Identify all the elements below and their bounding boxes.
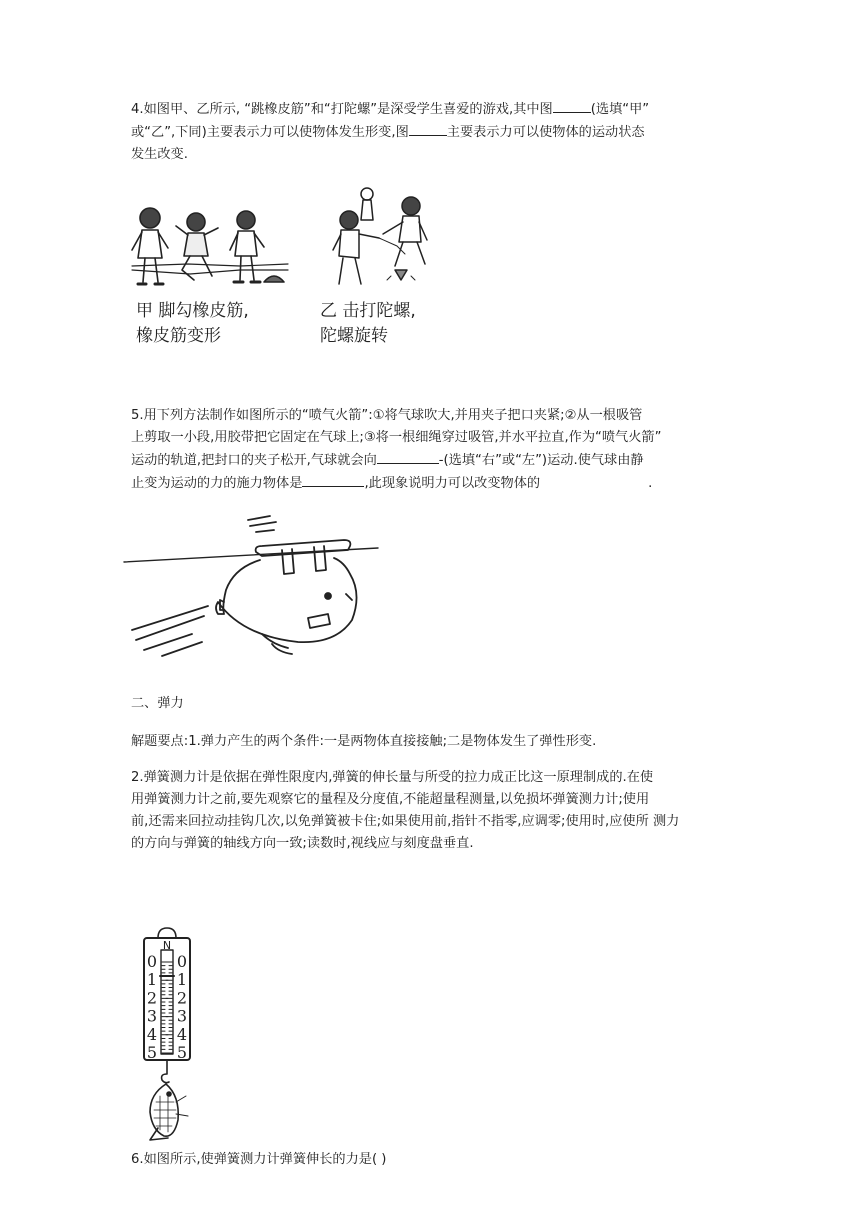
- q4-text-1a: 4.如图甲、乙所示, “跳橡皮筋”和“打陀螺”是深受学生喜爱的游戏,其中图: [131, 102, 553, 117]
- question-6: [131, 1149, 731, 1171]
- scale-left-number: 4: [146, 1024, 158, 1044]
- section-2-point-2: [131, 767, 731, 855]
- question-4: [131, 98, 731, 166]
- caption-yi: [320, 299, 416, 349]
- q5-text-3a: 运动的轨道,把封口的夹子松开,气球就会向: [131, 453, 377, 468]
- scale-right-numbers: [177, 952, 187, 1062]
- section-2-point-2-line-4: 的方向与弹簧的轴线方向一致;读数时,视线应与刻度盘垂直.: [131, 836, 474, 851]
- q5-answer-blank-1[interactable]: [377, 449, 439, 464]
- q6-text: 6.如图所示,使弹簧测力计弹簧伸长的力是( ): [131, 1152, 387, 1167]
- scale-right-number: 3: [176, 1006, 188, 1026]
- spring-scale-illustration: [136, 924, 198, 1144]
- figure-yi-spinning-top: [327, 184, 439, 292]
- q4-answer-blank-2[interactable]: [409, 121, 447, 136]
- caption-jia-line-2: 橡皮筋变形: [136, 326, 221, 346]
- scale-left-numbers: [147, 952, 157, 1062]
- scale-left-number: 5: [146, 1043, 158, 1062]
- q4-text-2a: 或“乙”,下同)主要表示力可以使物体发生形变,图: [131, 125, 409, 140]
- q4-text-3: 发生改变.: [131, 147, 188, 162]
- scale-left-number: 1: [146, 970, 158, 990]
- section-2-title: 二、弹力: [131, 696, 184, 711]
- q4-text-1b: (选填“甲”: [590, 102, 650, 117]
- q5-text-3b: -(选填“右”或“左”)运动.使气球由静: [438, 453, 644, 468]
- spinning-top-illustration: [327, 184, 439, 292]
- figure-spring-scale: [136, 924, 198, 1144]
- section-2-point-2-line-3: 前,还需来回拉动挂钩几次,以免弹簧被卡住;如果使用前,指针不指零,应调零;使用时,应使所 测力: [131, 814, 680, 829]
- section-2-point-1-text: 解题要点:1.弹力产生的两个条件:一是两物体直接接触;二是物体发生了弹性形变.: [131, 734, 597, 749]
- scale-right-number: 5: [176, 1043, 188, 1062]
- scale-right-number: 4: [176, 1024, 188, 1044]
- section-2-point-1: [131, 731, 731, 753]
- scale-left-number: 0: [146, 952, 158, 971]
- q5-answer-blank-2[interactable]: [302, 472, 364, 487]
- scale-left-number: 2: [146, 988, 158, 1008]
- balloon-rocket-illustration: [122, 510, 384, 666]
- scale-unit-label: N: [162, 939, 172, 952]
- scale-right-number: 2: [176, 988, 188, 1008]
- caption-yi-line-2: 陀螺旋转: [320, 326, 388, 346]
- q4-text-2b: 主要表示力可以使物体的运动状态: [446, 125, 645, 140]
- q4-answer-blank-1[interactable]: [553, 98, 591, 113]
- question-5: [131, 405, 731, 495]
- scale-right-number: 1: [176, 970, 188, 990]
- q5-text-4a: 止变为运动的力的施力物体是: [131, 476, 303, 491]
- section-2-point-2-line-2: 用弹簧测力计之前,要先观察它的量程及分度值,不能超量程测量,以免损坏弹簧测力计;使用: [131, 792, 650, 807]
- figure-jia-rubber-band: [128, 200, 293, 292]
- q5-text-2: 上剪取一小段,用胶带把它固定在气球上;③将一根细绳穿过吸管,并水平拉直,作为“喷气火箭”: [131, 430, 662, 445]
- scale-left-number: 3: [146, 1006, 158, 1026]
- q5-text-4b: ,此现象说明力可以改变物体的: [364, 476, 541, 491]
- caption-yi-line-1: 乙 击打陀螺,: [320, 301, 416, 321]
- q5-text-4c: .: [648, 476, 653, 491]
- caption-jia-line-1: 甲 脚勾橡皮筋,: [136, 301, 249, 321]
- rubber-band-children-illustration: [128, 200, 293, 292]
- section-2-point-2-line-1: 2.弹簧测力计是依据在弹性限度内,弹簧的伸长量与所受的拉力成正比这一原理制成的.在使: [131, 770, 654, 785]
- scale-right-number: 0: [176, 952, 188, 971]
- caption-jia: [136, 299, 249, 349]
- figure-balloon-rocket: [122, 510, 384, 666]
- section-2-heading: [131, 693, 731, 715]
- q5-text-1: 5.用下列方法制作如图所示的“喷气火箭”:①将气球吹大,并用夹子把口夹紧;②从一根吸管: [131, 408, 643, 423]
